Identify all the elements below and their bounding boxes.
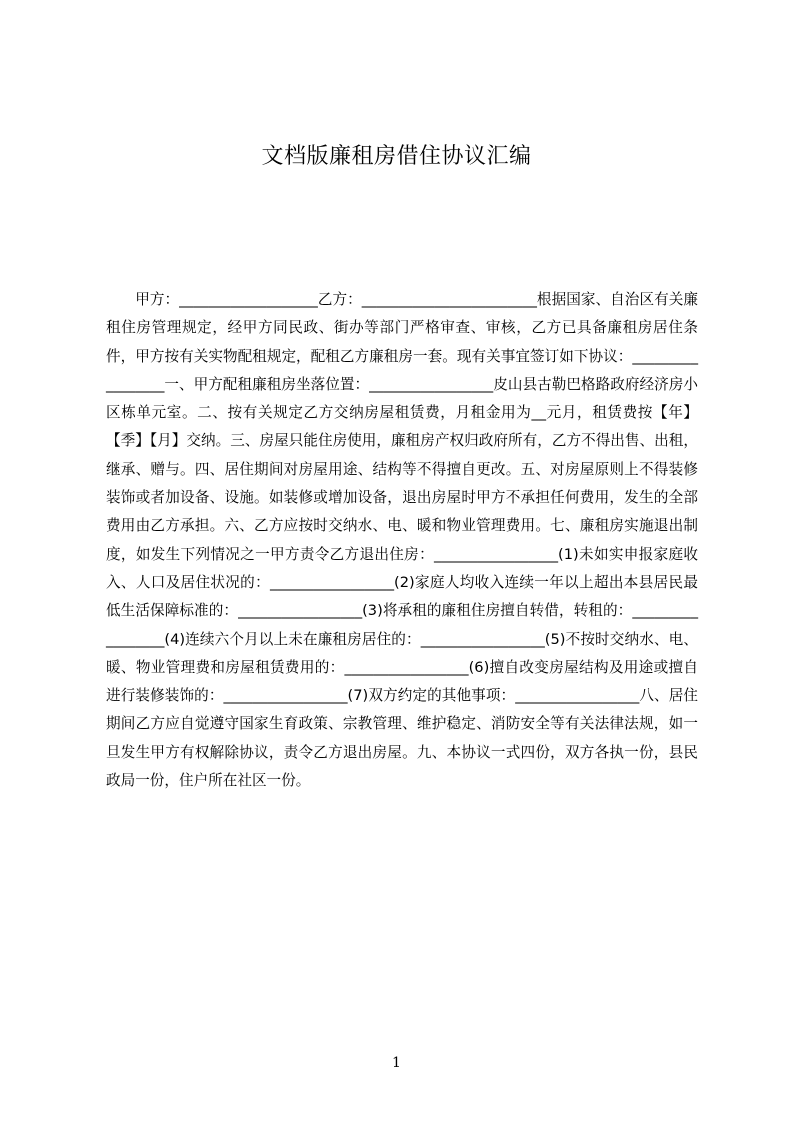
document-title: 文档版廉租房借住协议汇编	[261, 144, 532, 169]
agreement-body: 甲方：___________________乙方：________________________根据国家、自治区有关廉租住房管理规定，经甲方同民政、街办等部门严格审查、审核，乙方已具备廉租房居住条件，甲方按有关实物配租规定，配租乙方廉租房一套。现有关事宜签订如下协议：_________________一、甲方配租廉租房坐落位置：_________________皮山县古勒巴格路政府经济房小区栋单元室。二、按有关规定乙方交纳房屋租赁费，月租金用为__元月，租赁费按【年】【季】【月】交纳。三、房屋只能住房使用，廉租房产权归政府所有，乙方不得出售、出租，继承、赠与。四、居住期间对房屋用途、结构等不得擅自更改。五、对房屋原则上不得装修装饰或者加设备、设施。如装修或增加设备，退出房屋时甲方不承担任何费用，发生的全部费用由乙方承担。六、乙方应按时交纳水、电、暖和物业管理费用。七、廉租房实施退出制度，如发生下列情况之一甲方责令乙方退出住房：_________________(1)未如实申报家庭收入、人口及居住状况的：_________________(2)家庭人均收入连续一年以上超出本县居民最低生活保障标准的：_________________(3)将承租的廉租住房擅自转借，转租的：_________________(4)连续六个月以上未在廉租房居住的：_________________(5)不按时交纳水、电、暖、物业管理费和房屋租赁费用的：_________________(6)擅自改变房屋结构及用途或擅自进行装修装饰的：_________________(7)双方约定的其他事项：_________________八、居住期间乙方应自觉遵守国家生育政策、宗教管理、维护稳定、消防安全等有关法律法规，如一旦发生甲方有权解除协议，责令乙方退出房屋。九、本协议一式四份，双方各执一份，县民政局一份，住户所在社区一份。	[106, 291, 698, 790]
page-number: 1	[392, 1055, 401, 1071]
